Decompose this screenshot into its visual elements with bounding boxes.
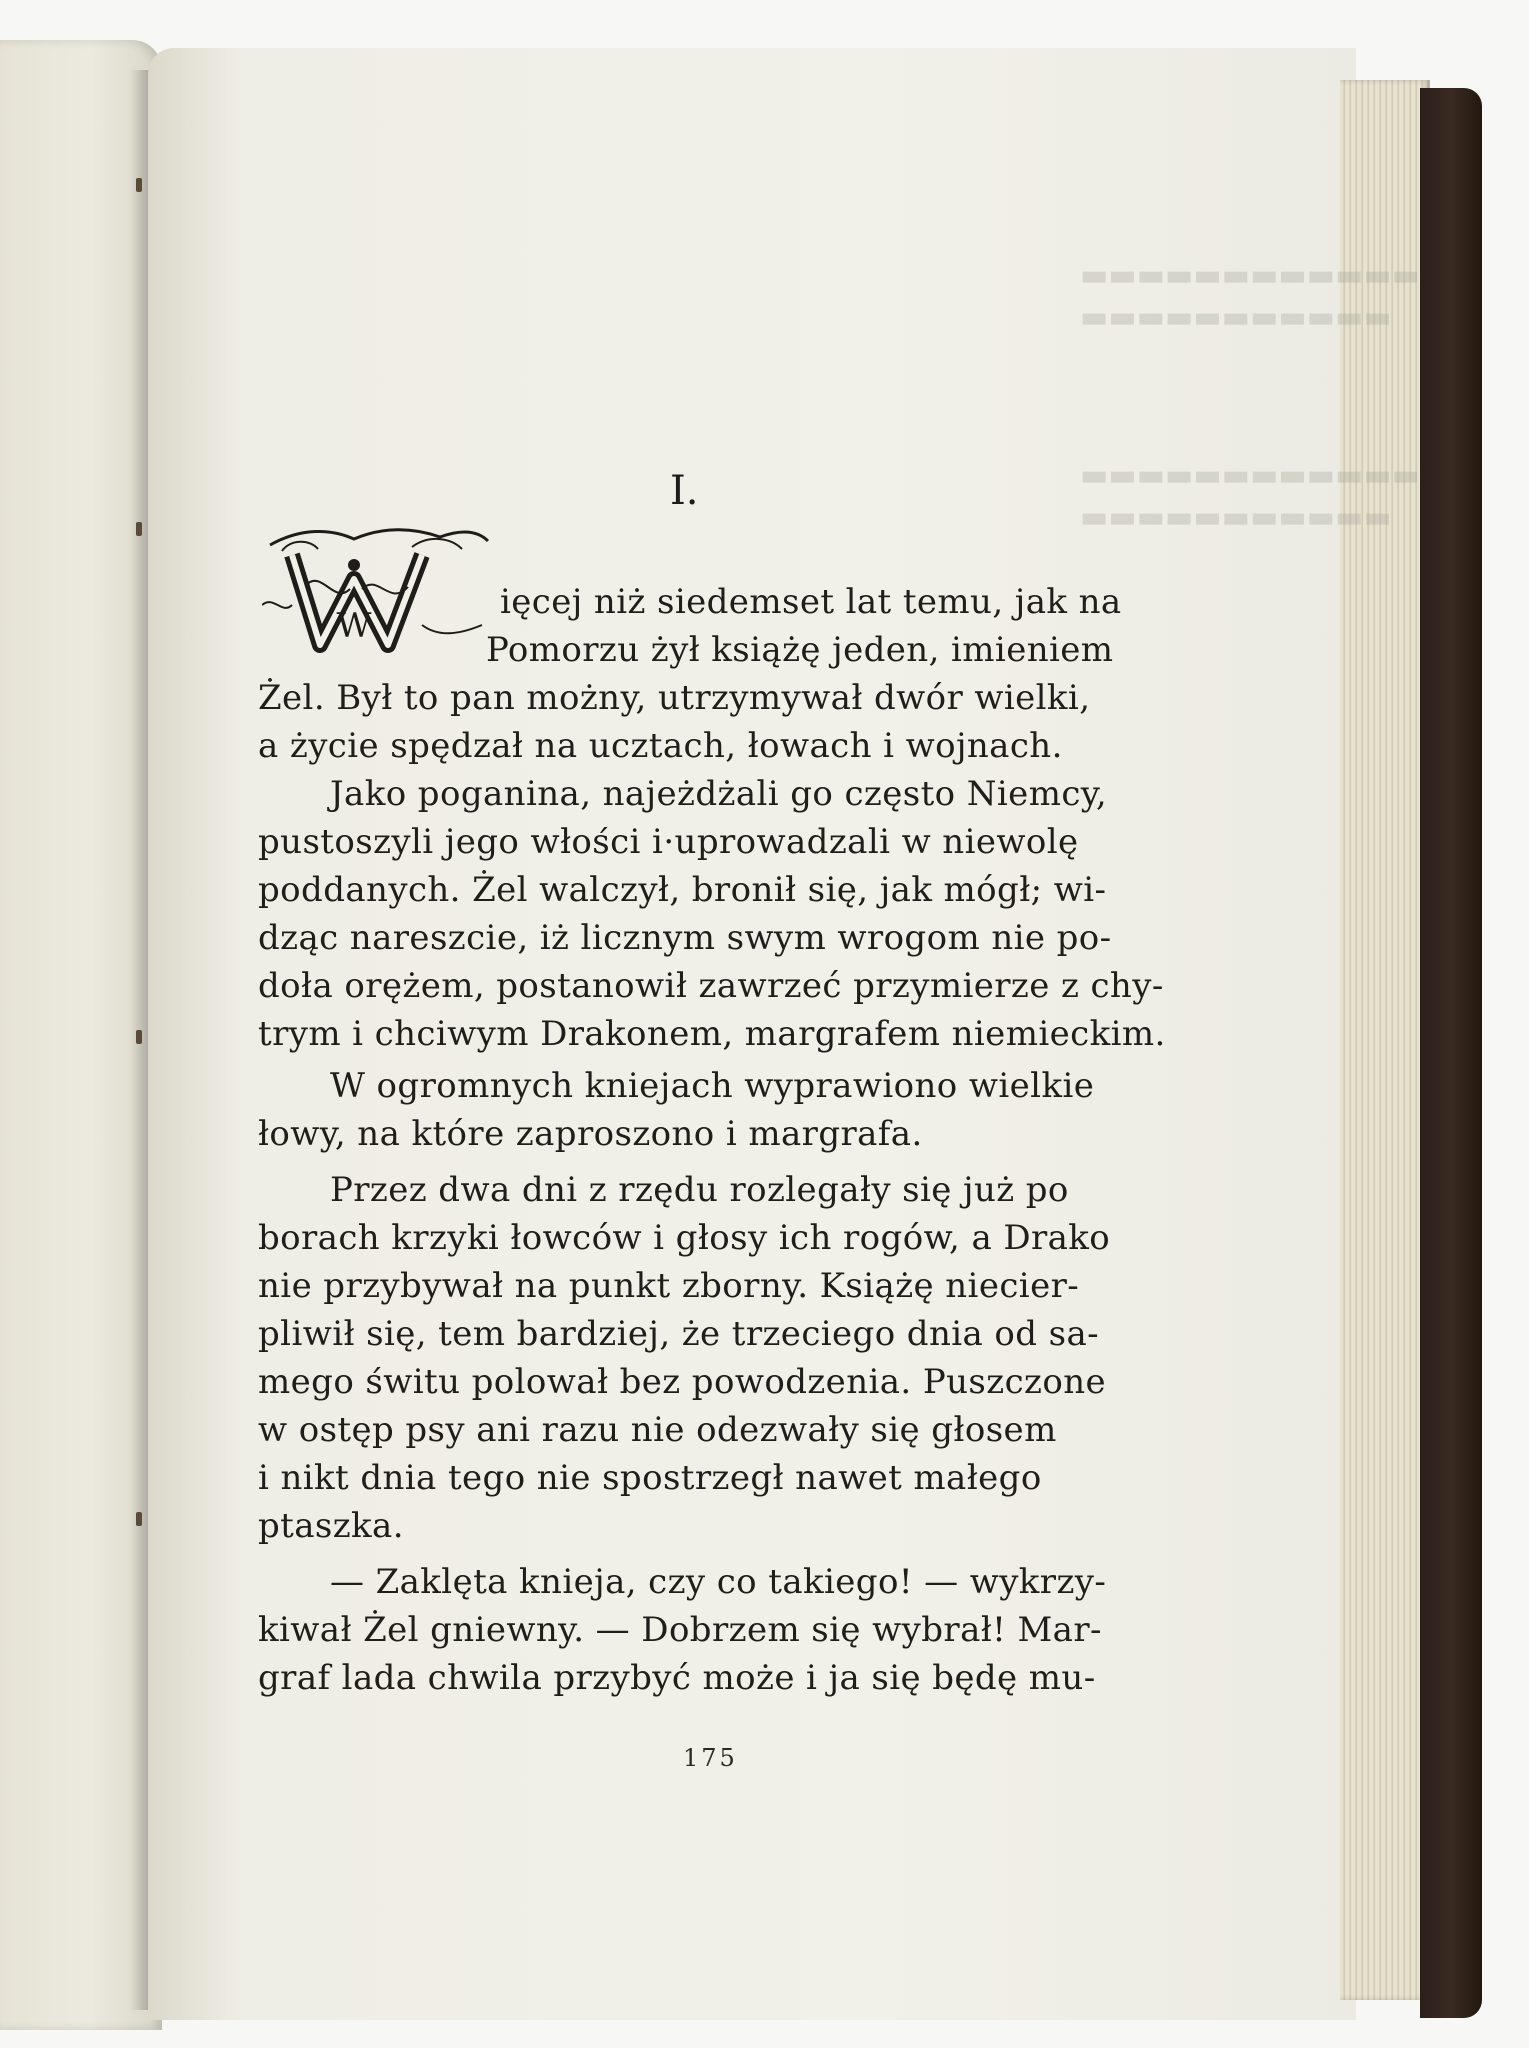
text-line: w ostęp psy ani razu nie odezwały się głosem <box>258 1410 1057 1450</box>
page-number: 175 <box>683 1744 738 1772</box>
text-line: trym i chciwym Drakonem, margrafem niemieckim. <box>258 1014 1166 1054</box>
text-line: graf lada chwila przybyć może i ja się będę mu- <box>258 1658 1096 1698</box>
show-through-text: ▬▬▬▬▬▬▬▬▬▬▬▬ <box>1080 258 1421 293</box>
text-line: Pomorzu żył książę jeden, imieniem <box>486 630 1114 670</box>
page-edges <box>1340 80 1430 2000</box>
show-through-text: ▬▬▬▬▬▬▬▬▬▬▬ <box>1080 500 1392 535</box>
text-line: łowy, na które zaproszono i margrafa. <box>258 1114 923 1154</box>
show-through-text: ▬▬▬▬▬▬▬▬▬▬▬ <box>1080 300 1392 335</box>
chapter-heading: I. <box>670 468 699 514</box>
text-line: nie przybywał na punkt zborny. Książę niecier- <box>258 1266 1080 1306</box>
book-cover <box>1420 88 1482 2018</box>
text-line: W ogromnych kniejach wyprawiono wielkie <box>330 1066 1095 1106</box>
text-line: Żel. Był to pan możny, utrzymywał dwór wielki, <box>258 678 1091 718</box>
binding-stitch <box>136 178 142 192</box>
text-line: poddanych. Żel walczył, bronił się, jak mógł; wi- <box>258 870 1107 910</box>
text-line: a życie spędzał na ucztach, łowach i wojnach. <box>258 726 1063 766</box>
drop-cap-letter: W <box>336 606 372 646</box>
text-line: mego świtu polował bez powodzenia. Puszczone <box>258 1362 1107 1402</box>
text-line: Przez dwa dni z rzędu rozlegały się już po <box>330 1170 1069 1210</box>
binding-stitch <box>136 1512 142 1526</box>
show-through-text: ▬▬▬▬▬▬▬▬▬▬▬▬ <box>1080 458 1421 493</box>
text-line: ięcej niż siedemset lat temu, jak na <box>500 582 1122 622</box>
text-line: borach krzyki łowców i głosy ich rogów, a Drako <box>258 1218 1111 1258</box>
ornamental-initial <box>262 525 492 665</box>
text-line: — Zaklęta knieja, czy co takiego! — wykrzy- <box>330 1562 1107 1602</box>
text-line: pliwił się, tem bardziej, że trzeciego dnia od sa- <box>258 1314 1100 1354</box>
text-line: ptaszka. <box>258 1506 404 1546</box>
text-line: kiwał Żel gniewny. — Dobrzem się wybrał! Mar- <box>258 1610 1102 1650</box>
text-line: pustoszyli jego włości i·uprowadzali w niewolę <box>258 822 1079 862</box>
text-line: i nikt dnia tego nie spostrzegł nawet małego <box>258 1458 1042 1498</box>
text-line: Jako poganina, najeżdżali go często Niemcy, <box>330 774 1108 814</box>
binding-stitch <box>136 522 142 536</box>
binding-stitch <box>136 1030 142 1044</box>
text-line: dząc nareszcie, iż licznym swym wrogom nie po- <box>258 918 1112 958</box>
text-line: doła orężem, postanowił zawrzeć przymierze z chy- <box>258 966 1164 1006</box>
